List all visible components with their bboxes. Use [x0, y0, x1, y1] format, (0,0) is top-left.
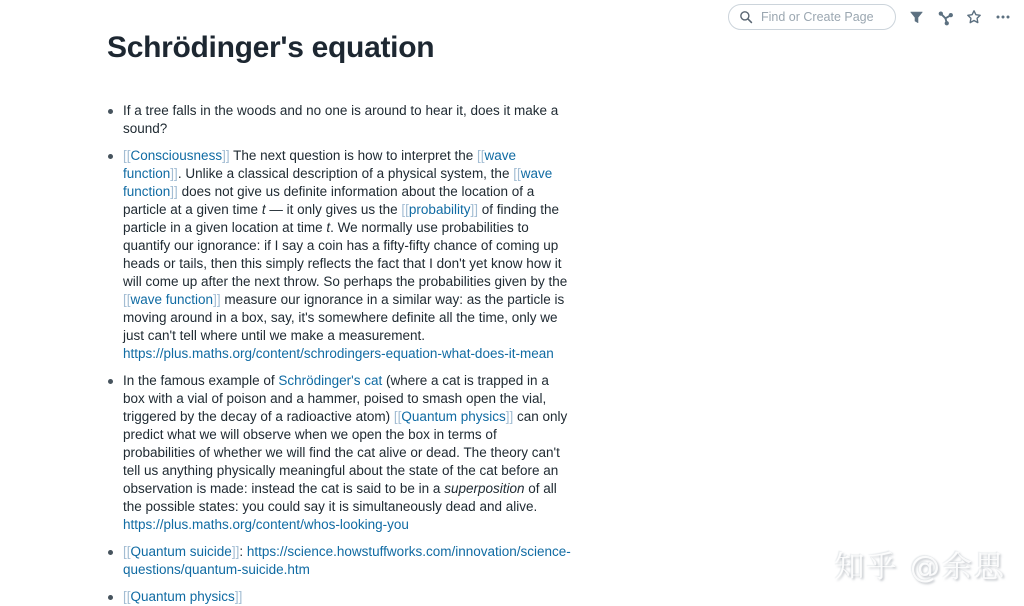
search-box[interactable]: [728, 4, 896, 30]
list-item: [107, 588, 571, 606]
bullet-text: [123, 588, 571, 606]
page-link[interactable]: Quantum suicide: [130, 544, 232, 559]
bullet-text: [123, 147, 571, 363]
bullet-text: [123, 372, 571, 534]
bracket-open: [[: [123, 148, 131, 163]
url-link[interactable]: https://plus.maths.org/content/schrodingers-equation-what-does-it-mean: [123, 346, 554, 361]
bullet-text: [123, 543, 571, 579]
text-segment: . We normally use probabilities to quantify our ignorance: if I say a coin has a fifty-fifty chance of coming up heads or tails, then this simply reflects the fact that I don't yet know how it will come up after the next throw. So perhaps the probabilities given by the: [123, 220, 568, 289]
page-title[interactable]: Schrödinger's equation: [107, 31, 435, 64]
bracket-close: ]]: [234, 589, 243, 604]
page-link[interactable]: wave function: [130, 292, 214, 307]
text-segment: . Unlike a classical description of a physical system, the: [177, 166, 514, 181]
bracket-close: ]]: [222, 148, 230, 163]
search-icon: [739, 10, 753, 24]
text-segment: of finding the particle in a given location at time: [123, 202, 560, 235]
bracket-open: [[: [476, 148, 485, 163]
text-segment: — it only gives us the: [265, 202, 402, 217]
star-icon[interactable]: [965, 8, 983, 26]
list-item: [107, 102, 571, 138]
more-options-icon[interactable]: [994, 8, 1012, 26]
bracket-open: [[: [123, 544, 131, 559]
text-segment: of all the possible states: you could say it is simultaneously dead and alive.: [123, 481, 557, 514]
page-link[interactable]: Quantum physics: [130, 589, 235, 604]
text-segment: The next question is how to interpret the: [229, 148, 477, 163]
page-link[interactable]: wave function: [123, 148, 517, 181]
bullet-list: [107, 102, 571, 606]
bullet-dot[interactable]: [108, 550, 113, 555]
bullet-dot[interactable]: [108, 379, 113, 384]
topbar: [728, 4, 1012, 30]
bracket-close: ]]: [170, 166, 178, 181]
list-item: [107, 147, 571, 363]
bracket-close: ]]: [213, 292, 221, 307]
bracket-open: [[: [123, 589, 131, 604]
search-input[interactable]: [759, 9, 885, 25]
bracket-close: ]]: [170, 184, 178, 199]
bracket-open: [[: [401, 202, 409, 217]
italic-text: t: [261, 202, 266, 217]
bullet-text: [123, 102, 571, 138]
text-segment: (where a cat is trapped in a box with a vial of poison and a hammer, poised to smash open the vial, triggered by the decay of a radioactive atom): [123, 373, 549, 424]
page-link[interactable]: probability: [408, 202, 471, 217]
graph-icon[interactable]: [936, 8, 954, 26]
italic-text: t: [326, 220, 331, 235]
url-link[interactable]: https://plus.maths.org/content/whos-looking-you: [123, 517, 409, 532]
text-segment: In the famous example of: [123, 373, 279, 388]
bracket-close: ]]: [470, 202, 478, 217]
list-item: [107, 543, 571, 579]
page-link[interactable]: Quantum physics: [401, 409, 506, 424]
page-link[interactable]: Consciousness: [130, 148, 223, 163]
bullet-dot[interactable]: [108, 154, 113, 159]
text-segment: If a tree falls in the woods and no one is around to hear it, does it make a sound?: [123, 103, 559, 136]
bracket-open: [[: [393, 409, 402, 424]
bracket-open: [[: [123, 292, 131, 307]
filter-icon[interactable]: [907, 8, 925, 26]
text-segment: can only predict what we will observe when we open the box in terms of probabilities of whether we will find the cat alive or dead. The theory can't tell us anything physically meaningful about the state of the cat before an observation is made: instead the cat is said to be in a: [123, 409, 568, 496]
alias-link[interactable]: Schrödinger's cat: [278, 373, 383, 388]
text-segment: :: [239, 544, 247, 559]
italic-text: superposition: [444, 481, 525, 496]
url-link[interactable]: https://science.howstuffworks.com/innovation/science-questions/quantum-suicide.htm: [123, 544, 571, 577]
bullet-dot[interactable]: [108, 109, 113, 114]
bracket-open: [[: [513, 166, 521, 181]
list-item: [107, 372, 571, 534]
page-link[interactable]: wave function: [123, 166, 553, 199]
text-segment: measure our ignorance in a similar way: as the particle is moving around in a box, say, it's somewhere definite all the time, only we just can't tell where until we make a measurement.: [123, 292, 565, 343]
bracket-close: ]]: [505, 409, 514, 424]
watermark: 知乎 @余思: [834, 550, 1006, 585]
bracket-close: ]]: [231, 544, 240, 559]
text-segment: does not give us definite information about the location of a particle at a given time: [123, 184, 535, 217]
